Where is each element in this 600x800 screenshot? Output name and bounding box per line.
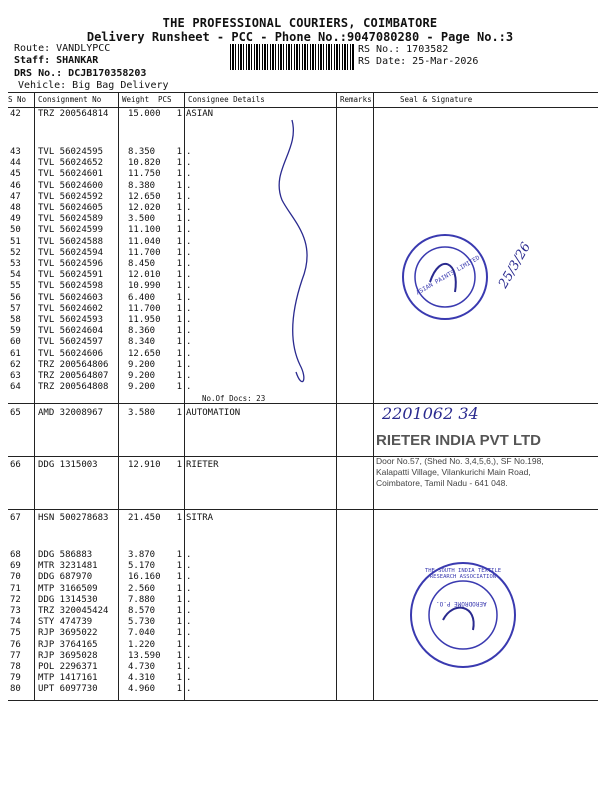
cell-sno: 52 xyxy=(10,247,21,258)
cell-pcs: 1 xyxy=(176,460,182,470)
cell-details: . xyxy=(186,270,192,281)
cell-details: . xyxy=(186,326,192,337)
cell-consignment: TVL 56024597 xyxy=(38,337,104,348)
cell-details: . xyxy=(186,662,192,672)
cell-weight: 9.200 xyxy=(128,371,156,381)
cell-pcs: 1 xyxy=(176,326,182,337)
cell-consignment: TVL 56024602 xyxy=(38,303,104,314)
cell-pcs: 1 xyxy=(176,337,182,348)
cell-weight: 21.450 xyxy=(128,513,161,523)
drs-label: DRS No.: DCJB170358203 xyxy=(14,68,147,79)
cell-details: . xyxy=(186,147,192,157)
rieter-address-stamp: Door No.57, (Shed No. 3,4,5,6,), SF No.198, Kalapatti Village, Vilankurichi Main Road, Coimbatore, Tamil Nadu - 641 048. xyxy=(376,456,544,488)
cell-pcs: 1 xyxy=(176,673,182,684)
cell-details: . xyxy=(186,583,192,594)
cell-weight: 8.450 xyxy=(128,259,156,269)
cell-details: . xyxy=(186,550,192,560)
cell-consignment: MTP 3166509 xyxy=(38,583,98,594)
cell-pcs: 1 xyxy=(176,247,182,258)
cell-pcs: 1 xyxy=(176,303,182,314)
cell-weight: 9.200 xyxy=(128,382,156,393)
staff-label: Staff: SHANKAR xyxy=(14,55,99,66)
cell-sno: 59 xyxy=(10,326,21,337)
cell-pcs: 1 xyxy=(176,550,182,560)
cell-consignment: TVL 56024595 xyxy=(38,147,104,157)
rieter-company-stamp: RIETER INDIA PVT LTD xyxy=(376,432,541,449)
cell-details: . xyxy=(186,169,192,180)
cell-sno: 61 xyxy=(10,348,21,359)
cell-weight: 12.010 xyxy=(128,270,161,281)
asian-signature-date: 25/3/26 xyxy=(496,240,535,291)
cell-details: RIETER xyxy=(186,460,219,470)
cell-pcs: 1 xyxy=(176,606,182,616)
cell-details: . xyxy=(186,281,192,292)
cell-consignment: DDG 687970 xyxy=(38,572,93,583)
cell-consignment: AMD 32008967 xyxy=(38,408,104,418)
cell-weight: 8.570 xyxy=(128,606,156,616)
cell-consignment: TVL 56024599 xyxy=(38,225,104,236)
cell-sno: 77 xyxy=(10,650,21,661)
table-row xyxy=(8,408,241,419)
cell-consignment: TVL 56024604 xyxy=(38,326,104,337)
cell-pcs: 1 xyxy=(176,572,182,583)
cell-weight: 11.100 xyxy=(128,225,161,236)
row-separator xyxy=(8,700,598,701)
cell-weight: 3.500 xyxy=(128,214,156,225)
table-row xyxy=(8,109,214,120)
cell-pcs: 1 xyxy=(176,617,182,628)
cell-sno: 65 xyxy=(10,408,21,418)
cell-pcs: 1 xyxy=(176,561,182,572)
cell-consignment: TVL 56024601 xyxy=(38,169,104,180)
cell-sno: 68 xyxy=(10,550,21,560)
cell-consignment: TVL 56024600 xyxy=(38,180,104,191)
cell-weight: 12.650 xyxy=(128,348,161,359)
cell-pcs: 1 xyxy=(176,315,182,325)
no-of-docs: No.Of Docs: 23 xyxy=(202,394,266,403)
cell-consignment: POL 2296371 xyxy=(38,662,98,672)
cell-weight: 11.700 xyxy=(128,247,161,258)
company-title: THE PROFESSIONAL COURIERS, COIMBATORE xyxy=(162,16,438,30)
cell-weight: 2.560 xyxy=(128,583,156,594)
cell-details: . xyxy=(186,191,192,202)
barcode xyxy=(230,44,354,70)
cell-pcs: 1 xyxy=(176,180,182,191)
cell-weight: 16.160 xyxy=(128,572,161,583)
cell-details: . xyxy=(186,359,192,370)
cell-sno: 51 xyxy=(10,236,21,247)
cell-consignment: RJP 3695028 xyxy=(38,650,98,661)
cell-weight: 4.310 xyxy=(128,673,156,684)
cell-sno: 49 xyxy=(10,214,21,225)
cell-pcs: 1 xyxy=(176,662,182,672)
cell-details: . xyxy=(186,628,192,639)
cell-consignment: TVL 56024606 xyxy=(38,348,104,359)
cell-pcs: 1 xyxy=(176,281,182,292)
cell-details: . xyxy=(186,348,192,359)
runsheet-title: Delivery Runsheet - PCC - Phone No.:9047080280 - Page No.:3 xyxy=(86,30,514,44)
grid-line xyxy=(34,92,35,700)
rs-date-label: RS Date: 25-Mar-2026 xyxy=(358,56,479,67)
cell-weight: 4.960 xyxy=(128,684,156,695)
cell-details: . xyxy=(186,180,192,191)
cell-sno: 46 xyxy=(10,180,21,191)
cell-details: . xyxy=(186,247,192,258)
cell-details: . xyxy=(186,594,192,605)
table-header xyxy=(8,92,598,108)
cell-weight: 8.340 xyxy=(128,337,156,348)
cell-pcs: 1 xyxy=(176,359,182,370)
cell-consignment: TRZ 320045424 xyxy=(38,606,109,616)
cell-sno: 53 xyxy=(10,259,21,269)
cell-consignment: DDG 586883 xyxy=(38,550,93,560)
cell-pcs: 1 xyxy=(176,513,182,523)
sitra-stamp xyxy=(408,560,518,674)
asian-paints-stamp xyxy=(400,232,490,326)
cell-sno: 54 xyxy=(10,270,21,281)
cell-sno: 80 xyxy=(10,684,21,695)
grid-line xyxy=(373,92,374,700)
cell-consignment: TVL 56024596 xyxy=(38,259,104,269)
cell-details: . xyxy=(186,225,192,236)
cell-sno: 64 xyxy=(10,382,21,393)
col-weight: Weight xyxy=(122,95,150,104)
col-pcs: PCS xyxy=(158,95,172,104)
cell-weight: 7.040 xyxy=(128,628,156,639)
cell-sno: 47 xyxy=(10,191,21,202)
cell-weight: 11.700 xyxy=(128,303,161,314)
cell-consignment: DDG 1315003 xyxy=(38,460,98,470)
grid-line xyxy=(118,92,119,700)
cell-details: . xyxy=(186,684,192,695)
cell-consignment: TRZ 200564806 xyxy=(38,359,109,370)
cell-details: . xyxy=(186,259,192,269)
cell-weight: 13.590 xyxy=(128,650,161,661)
cell-details: . xyxy=(186,214,192,225)
rs-no-label: RS No.: 1703582 xyxy=(358,44,449,55)
cell-pcs: 1 xyxy=(176,214,182,225)
cell-consignment: TVL 56024591 xyxy=(38,270,104,281)
cell-weight: 15.000 xyxy=(128,109,161,119)
cell-pcs: 1 xyxy=(176,348,182,359)
cell-details: . xyxy=(186,382,192,393)
cell-details: . xyxy=(186,617,192,628)
cell-sno: 73 xyxy=(10,606,21,616)
cell-sno: 75 xyxy=(10,628,21,639)
cell-consignment: TVL 56024589 xyxy=(38,214,104,225)
cell-details: . xyxy=(186,236,192,247)
cell-weight: 8.380 xyxy=(128,180,156,191)
signature-scribble xyxy=(230,110,370,390)
cell-pcs: 1 xyxy=(176,225,182,236)
cell-sno: 48 xyxy=(10,203,21,213)
cell-consignment: TVL 56024592 xyxy=(38,191,104,202)
table-row xyxy=(8,460,219,471)
cell-details: AUTOMATION xyxy=(186,408,241,418)
cell-weight: 11.040 xyxy=(128,236,161,247)
cell-details: SITRA xyxy=(186,513,214,523)
cell-details: . xyxy=(186,606,192,616)
cell-sno: 58 xyxy=(10,315,21,325)
cell-consignment: TRZ 200564808 xyxy=(38,382,109,393)
cell-consignment: UPT 6097730 xyxy=(38,684,98,695)
cell-pcs: 1 xyxy=(176,628,182,639)
cell-details: . xyxy=(186,292,192,303)
cell-sno: 43 xyxy=(10,147,21,157)
cell-pcs: 1 xyxy=(176,203,182,213)
cell-sno: 69 xyxy=(10,561,21,572)
col-details: Consignee Details xyxy=(188,95,265,104)
cell-pcs: 1 xyxy=(176,109,182,119)
cell-sno: 67 xyxy=(10,513,21,523)
cell-weight: 8.360 xyxy=(128,326,156,337)
cell-details: . xyxy=(186,639,192,650)
cell-consignment: MTR 3231481 xyxy=(38,561,98,572)
cell-sno: 72 xyxy=(10,594,21,605)
cell-pcs: 1 xyxy=(176,583,182,594)
row-separator xyxy=(8,509,598,510)
cell-sno: 55 xyxy=(10,281,21,292)
cell-consignment: MTP 1417161 xyxy=(38,673,98,684)
cell-consignment: RJP 3764165 xyxy=(38,639,98,650)
cell-weight: 1.220 xyxy=(128,639,156,650)
cell-weight: 11.750 xyxy=(128,169,161,180)
cell-details: . xyxy=(186,203,192,213)
cell-pcs: 1 xyxy=(176,684,182,695)
cell-pcs: 1 xyxy=(176,408,182,418)
cell-details: . xyxy=(186,673,192,684)
asian-stamp-text: ASIAN PAINTS LIMITED xyxy=(415,254,482,297)
sitra-stamp-text: THE SOUTH INDIA TEXTILE RESEARCH ASSOCIATION xyxy=(424,568,502,580)
cell-weight: 12.650 xyxy=(128,191,161,202)
cell-pcs: 1 xyxy=(176,169,182,180)
cell-details: . xyxy=(186,371,192,381)
row-separator xyxy=(8,403,598,404)
cell-sno: 57 xyxy=(10,303,21,314)
cell-weight: 3.580 xyxy=(128,408,156,418)
cell-sno: 70 xyxy=(10,572,21,583)
cell-consignment: RJP 3695022 xyxy=(38,628,98,639)
vehicle-label: Vehicle: Big Bag Delivery xyxy=(18,80,169,91)
cell-sno: 44 xyxy=(10,158,21,169)
col-remarks: Remarks xyxy=(340,95,372,104)
cell-pcs: 1 xyxy=(176,259,182,269)
cell-sno: 63 xyxy=(10,371,21,381)
table-row xyxy=(8,513,214,524)
cell-details: . xyxy=(186,561,192,572)
cell-weight: 12.910 xyxy=(128,460,161,470)
cell-weight: 4.730 xyxy=(128,662,156,672)
cell-pcs: 1 xyxy=(176,594,182,605)
grid-line xyxy=(184,92,185,700)
cell-sno: 74 xyxy=(10,617,21,628)
cell-consignment: TVL 56024652 xyxy=(38,158,104,169)
cell-weight: 9.200 xyxy=(128,359,156,370)
col-seal: Seal & Signature xyxy=(400,95,473,104)
col-sno: S No xyxy=(8,95,27,104)
cell-consignment: TRZ 200564814 xyxy=(38,109,109,119)
cell-pcs: 1 xyxy=(176,382,182,393)
cell-weight: 10.990 xyxy=(128,281,161,292)
cell-pcs: 1 xyxy=(176,147,182,157)
cell-weight: 11.950 xyxy=(128,315,161,325)
cell-weight: 5.730 xyxy=(128,617,156,628)
cell-sno: 42 xyxy=(10,109,21,119)
cell-sno: 76 xyxy=(10,639,21,650)
cell-pcs: 1 xyxy=(176,650,182,661)
cell-consignment: DDG 1314530 xyxy=(38,594,98,605)
rieter-handwritten: 2201062 34 xyxy=(382,404,479,423)
cell-consignment: TVL 56024593 xyxy=(38,315,104,325)
cell-details: . xyxy=(186,315,192,325)
sitra-stamp-inner: AERODROME P.O. xyxy=(436,600,487,607)
cell-sno: 66 xyxy=(10,460,21,470)
cell-sno: 79 xyxy=(10,673,21,684)
cell-weight: 7.880 xyxy=(128,594,156,605)
cell-pcs: 1 xyxy=(176,236,182,247)
cell-weight: 5.170 xyxy=(128,561,156,572)
cell-weight: 12.020 xyxy=(128,203,161,213)
cell-pcs: 1 xyxy=(176,371,182,381)
cell-pcs: 1 xyxy=(176,292,182,303)
cell-consignment: STY 474739 xyxy=(38,617,93,628)
cell-details: . xyxy=(186,303,192,314)
cell-consignment: TVL 56024598 xyxy=(38,281,104,292)
cell-consignment: HSN 500278683 xyxy=(38,513,109,523)
cell-weight: 6.400 xyxy=(128,292,156,303)
cell-pcs: 1 xyxy=(176,270,182,281)
cell-consignment: TVL 56024605 xyxy=(38,203,104,213)
cell-details: . xyxy=(186,572,192,583)
cell-sno: 60 xyxy=(10,337,21,348)
col-consignment: Consignment No xyxy=(38,95,102,104)
cell-pcs: 1 xyxy=(176,158,182,169)
cell-consignment: TRZ 200564807 xyxy=(38,371,109,381)
cell-sno: 50 xyxy=(10,225,21,236)
cell-pcs: 1 xyxy=(176,191,182,202)
cell-weight: 8.350 xyxy=(128,147,156,157)
cell-sno: 78 xyxy=(10,662,21,672)
cell-details: . xyxy=(186,158,192,169)
cell-sno: 62 xyxy=(10,359,21,370)
cell-sno: 45 xyxy=(10,169,21,180)
cell-details: ASIAN xyxy=(186,109,214,119)
route-label: Route: VANDLYPCC xyxy=(14,43,111,54)
cell-details: . xyxy=(186,337,192,348)
cell-consignment: TVL 56024594 xyxy=(38,247,104,258)
cell-sno: 56 xyxy=(10,292,21,303)
cell-details: . xyxy=(186,650,192,661)
cell-pcs: 1 xyxy=(176,639,182,650)
cell-weight: 10.820 xyxy=(128,158,161,169)
cell-consignment: TVL 56024603 xyxy=(38,292,104,303)
cell-weight: 3.870 xyxy=(128,550,156,560)
cell-sno: 71 xyxy=(10,583,21,594)
cell-consignment: TVL 56024588 xyxy=(38,236,104,247)
